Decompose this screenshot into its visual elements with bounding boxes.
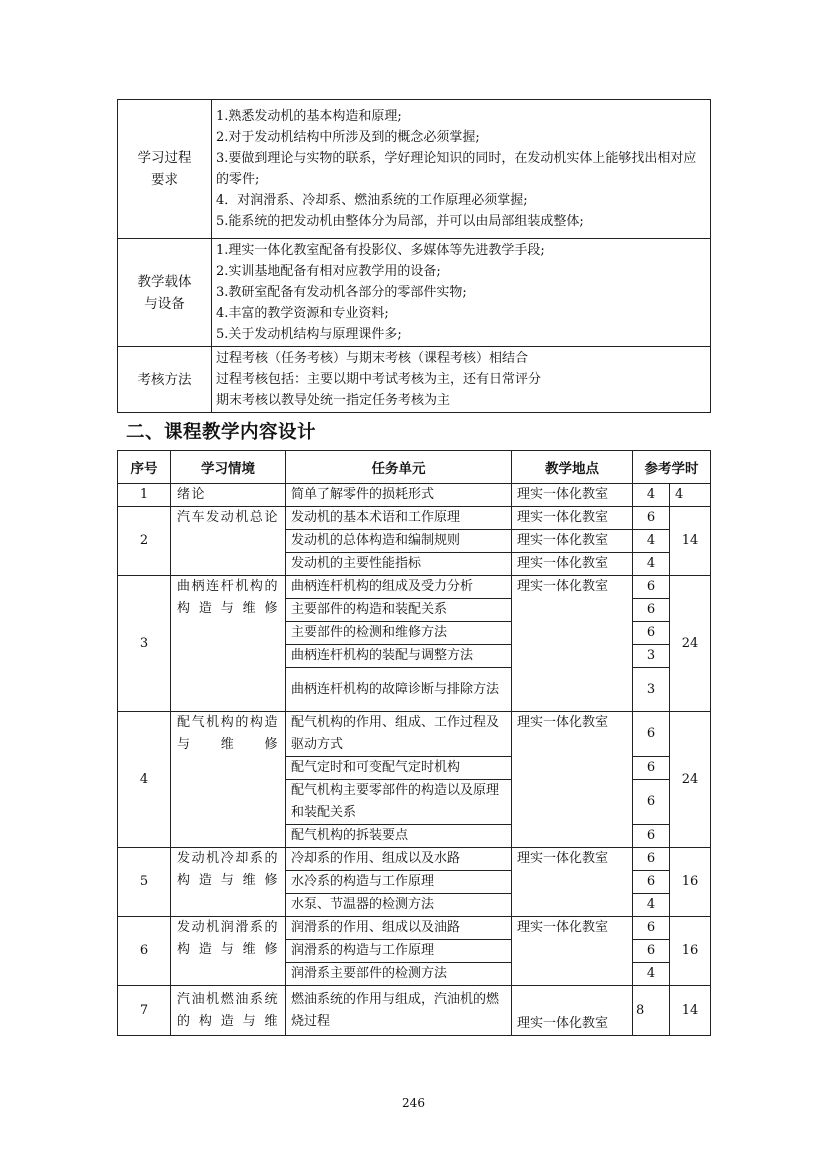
task-unit: 燃油系统的作用与组成，汽油机的燃烧过程 [286,986,512,1036]
task-unit: 曲柄连杆机构的故障诊断与排除方法 [286,668,512,712]
list-item: 2.对于发动机结构中所涉及到的概念必须掌握; [216,130,480,145]
unit-hours: 6 [633,712,670,757]
row-content [212,100,711,239]
unit-hours: 4 [633,894,670,917]
header-no: 序号 [118,451,171,484]
teaching-location: 理实一体化教室 [512,848,633,917]
course-requirements-table [117,99,711,413]
list-item: 1.熟悉发动机的基本构造和原理; [216,109,402,124]
header-row [118,451,711,484]
task-unit: 配气机构的作用、组成、工作过程及驱动方式 [286,712,512,757]
list-item: 期末考核以教导处统一指定任务考核为主 [216,393,451,408]
table-row [118,986,711,1036]
task-unit: 曲柄连杆机构的组成及受力分析 [286,576,512,599]
list-item: 4.丰富的教学资源和专业资料; [216,306,389,321]
learning-context: 汽油机燃油系统的构造与维 [171,986,286,1036]
teaching-location: 理实一体化教室 [512,484,633,507]
table-row [118,484,711,507]
group-number: 7 [118,986,171,1036]
learning-context: 发动机冷却系的构造与维修 [171,848,286,917]
page-number: 246 [402,1096,425,1110]
table-row [118,507,711,530]
task-unit: 主要部件的检测和维修方法 [286,622,512,645]
learning-context: 发动机润滑系的构造与维修 [171,917,286,986]
task-unit: 曲柄连杆机构的装配与调整方法 [286,645,512,668]
unit-hours: 3 [633,668,670,712]
group-number: 6 [118,917,171,986]
unit-hours: 4 [633,484,670,507]
group-number: 3 [118,576,171,712]
teaching-location: 理实一体化教室 [512,986,633,1036]
table-row [118,848,711,871]
task-unit: 简单了解零件的损耗形式 [286,484,512,507]
table-row [118,347,711,413]
task-unit: 配气机构主要零部件的构造以及原理和装配关系 [286,780,512,825]
learning-context: 绪论 [171,484,286,507]
unit-hours: 6 [633,825,670,848]
unit-hours: 6 [633,780,670,825]
row-label [118,347,212,413]
teaching-location: 理实一体化教室 [512,917,633,986]
list-item: 2.实训基地配备有相对应教学用的设备; [216,264,441,279]
course-content-table [117,450,711,1036]
list-item: 5.能系统的把发动机由整体分为局部，并可以由局部组装成整体; [216,214,584,229]
learning-context: 配气机构的构造与维修 [171,712,286,848]
task-unit: 发动机的基本术语和工作原理 [286,507,512,530]
learning-context: 汽车发动机总论 [171,507,286,576]
section-title: 二、课程教学内容设计 [126,422,317,443]
header-unit: 任务单元 [286,451,512,484]
teaching-location: 理实一体化教室 [512,576,633,712]
group-number: 5 [118,848,171,917]
list-item: 3.教研室配备有发动机各部分的零部件实物; [216,285,467,300]
table-row [118,239,711,347]
unit-hours: 6 [633,622,670,645]
list-item: 过程考核包括：主要以期中考试考核为主，还有日常评分 [216,372,542,387]
list-item: 过程考核（任务考核）与期末考核（课程考核）相结合 [216,351,529,366]
teaching-location: 理实一体化教室 [512,507,633,530]
task-unit: 发动机的总体构造和编制规则 [286,530,512,553]
group-total-hours: 16 [670,917,711,986]
teaching-location: 理实一体化教室 [512,712,633,848]
learning-context: 曲柄连杆机构的构造与维修 [171,576,286,712]
unit-hours: 6 [633,507,670,530]
row-content [212,239,711,347]
unit-hours: 6 [633,917,670,940]
task-unit: 冷却系的作用、组成以及水路 [286,848,512,871]
header-location: 教学地点 [512,451,633,484]
unit-hours: 4 [633,553,670,576]
group-total-hours: 14 [670,986,711,1036]
row-label [118,100,212,239]
unit-hours: 6 [633,757,670,780]
task-unit: 水泵、节温器的检测方法 [286,894,512,917]
unit-hours: 4 [633,963,670,986]
row-label [118,239,212,347]
table-row [118,917,711,940]
row-label-line: 与设备 [144,295,185,312]
row-label-line: 学习过程 [137,150,192,166]
list-item: 5.关于发动机结构与原理课件多; [216,327,402,342]
group-number: 2 [118,507,171,576]
group-number: 4 [118,712,171,848]
task-unit: 润滑系的构造与工作原理 [286,940,512,963]
task-unit: 配气机构的拆装要点 [286,825,512,848]
unit-hours: 8 [633,986,670,1036]
table-row [118,712,711,757]
row-label-line: 要求 [151,172,178,188]
unit-hours: 6 [633,848,670,871]
unit-hours: 3 [633,645,670,668]
teaching-location: 理实一体化教室 [512,530,633,553]
row-label-line: 教学载体 [137,273,192,290]
table-row [118,576,711,599]
task-unit: 润滑系的作用、组成以及油路 [286,917,512,940]
group-total-hours: 4 [670,484,711,507]
unit-hours: 6 [633,940,670,963]
list-item: 4．对润滑系、冷却系、燃油系统的工作原理必须掌握; [216,193,528,208]
group-total-hours: 24 [670,576,711,712]
group-total-hours: 14 [670,507,711,576]
list-item: 3.要做到理论与实物的联系，学好理论知识的同时，在发动机实体上能够找出相对应的零件; [216,151,697,187]
task-unit: 发动机的主要性能指标 [286,553,512,576]
table-row [118,100,711,239]
row-content [212,347,711,413]
unit-hours: 6 [633,576,670,599]
unit-hours: 6 [633,871,670,894]
task-unit: 主要部件的构造和装配关系 [286,599,512,622]
row-label-line: 考核方法 [137,371,192,388]
task-unit: 配气定时和可变配气定时机构 [286,757,512,780]
unit-hours: 4 [633,530,670,553]
group-number: 1 [118,484,171,507]
group-total-hours: 24 [670,712,711,848]
list-item: 1.理实一体化教室配备有投影仪、多媒体等先进教学手段; [216,243,545,258]
group-total-hours: 16 [670,848,711,917]
task-unit: 润滑系主要部件的检测方法 [286,963,512,986]
header-context: 学习情境 [171,451,286,484]
task-unit: 水冷系的构造与工作原理 [286,871,512,894]
teaching-location: 理实一体化教室 [512,553,633,576]
header-hours: 参考学时 [633,451,711,484]
unit-hours: 6 [633,599,670,622]
